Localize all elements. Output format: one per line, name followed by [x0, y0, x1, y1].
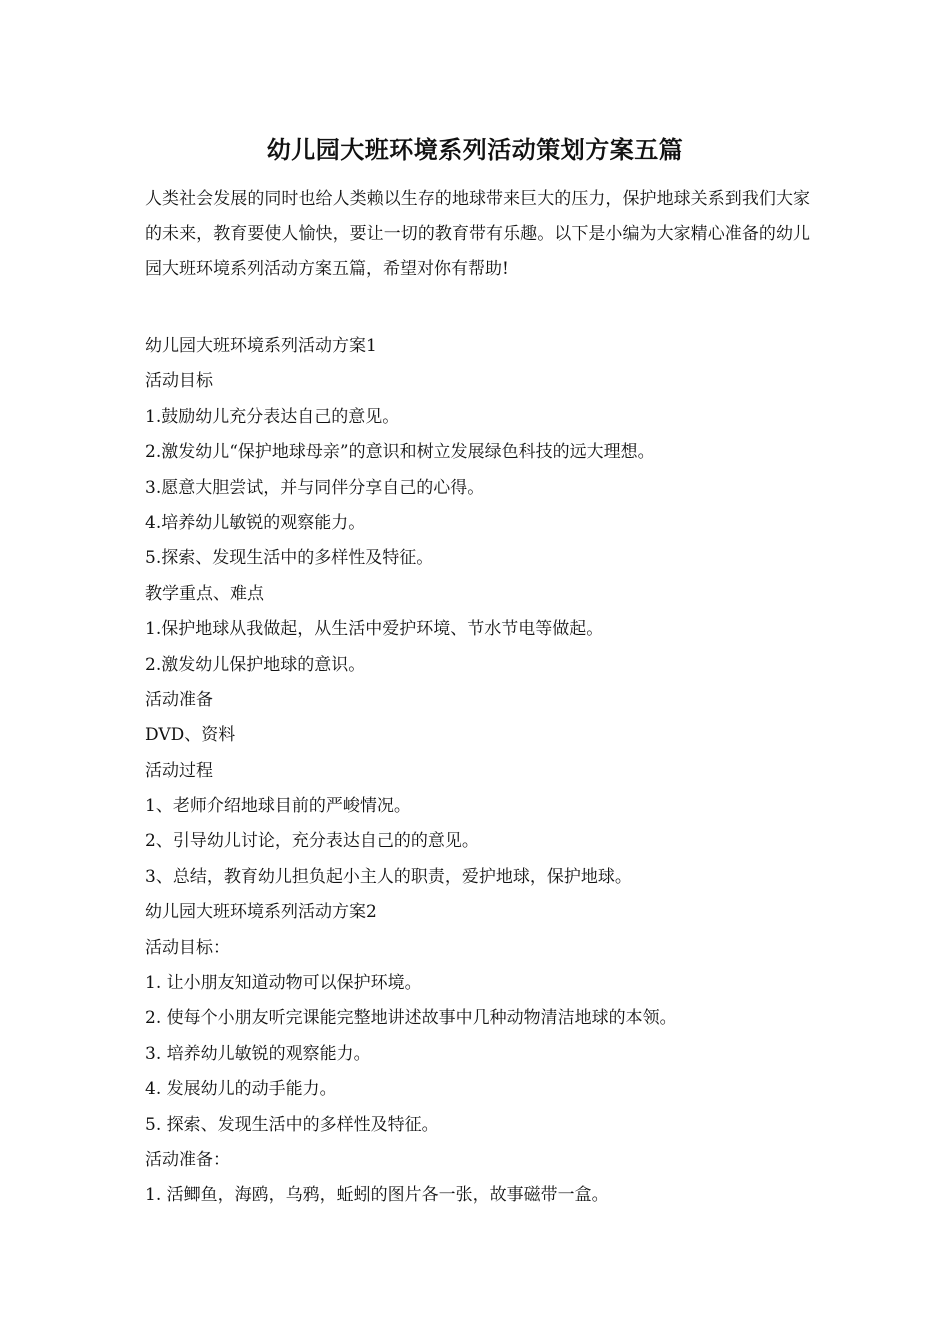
list-item: 3. 培养幼儿敏锐的观察能力。: [145, 1043, 371, 1064]
list-item: 1.保护地球从我做起，从生活中爱护环境、节水节电等做起。: [145, 619, 604, 640]
list-item: 1、老师介绍地球目前的严峻情况。: [145, 796, 411, 817]
list-item: 2.激发幼儿保护地球的意识。: [145, 654, 366, 675]
subheading-goals: 活动目标：: [145, 937, 230, 958]
list-item: 5. 探索、发现生活中的多样性及特征。: [145, 1114, 439, 1135]
text-line: DVD、资料: [145, 725, 236, 746]
list-item: 3.愿意大胆尝试，并与同伴分享自己的心得。: [145, 477, 485, 498]
list-item: 1. 活鲫鱼，海鸥，乌鸦，蚯蚓的图片各一张，故事磁带一盒。: [145, 1185, 609, 1206]
list-item: 3、总结，教育幼儿担负起小主人的职责，爱护地球，保护地球。: [145, 866, 632, 887]
list-item: 2、引导幼儿讨论，充分表达自己的的意见。: [145, 831, 479, 852]
intro-paragraph: 人类社会发展的同时也给人类赖以生存的地球带来巨大的压力，保护地球关系到我们大家的未来，教育要使人愉快，要让一切的教育带有乐趣。以下是小编为大家精心准备的幼儿园大班环境系列活动方案五篇，希望对你有帮助!: [145, 189, 810, 279]
list-item: 1. 让小朋友知道动物可以保护环境。: [145, 973, 422, 994]
list-item: 4. 发展幼儿的动手能力。: [145, 1079, 337, 1100]
list-item: 2. 使每个小朋友听完课能完整地讲述故事中几种动物清洁地球的本领。: [145, 1008, 677, 1029]
list-item: 1.鼓励幼儿充分表达自己的意见。: [145, 406, 400, 427]
list-item: 5.探索、发现生活中的多样性及特征。: [145, 548, 434, 569]
subheading-goals: 活动目标: [145, 371, 213, 392]
section-heading-plan-1: 幼儿园大班环境系列活动方案1: [145, 336, 377, 356]
section-heading-plan-2: 幼儿园大班环境系列活动方案2: [145, 902, 377, 923]
document-title: 幼儿园大班环境系列活动策划方案五篇: [266, 135, 684, 164]
subheading-preparation: 活动准备: [145, 689, 213, 710]
subheading-preparation: 活动准备：: [145, 1149, 230, 1170]
subheading-process: 活动过程: [145, 760, 213, 781]
subheading-key-points: 教学重点、难点: [145, 583, 264, 604]
document-body: [145, 329, 810, 1214]
list-item: 4.培养幼儿敏锐的观察能力。: [145, 512, 366, 533]
list-item: 2.激发幼儿“保护地球母亲”的意识和树立发展绿色科技的远大理想。: [145, 442, 655, 463]
